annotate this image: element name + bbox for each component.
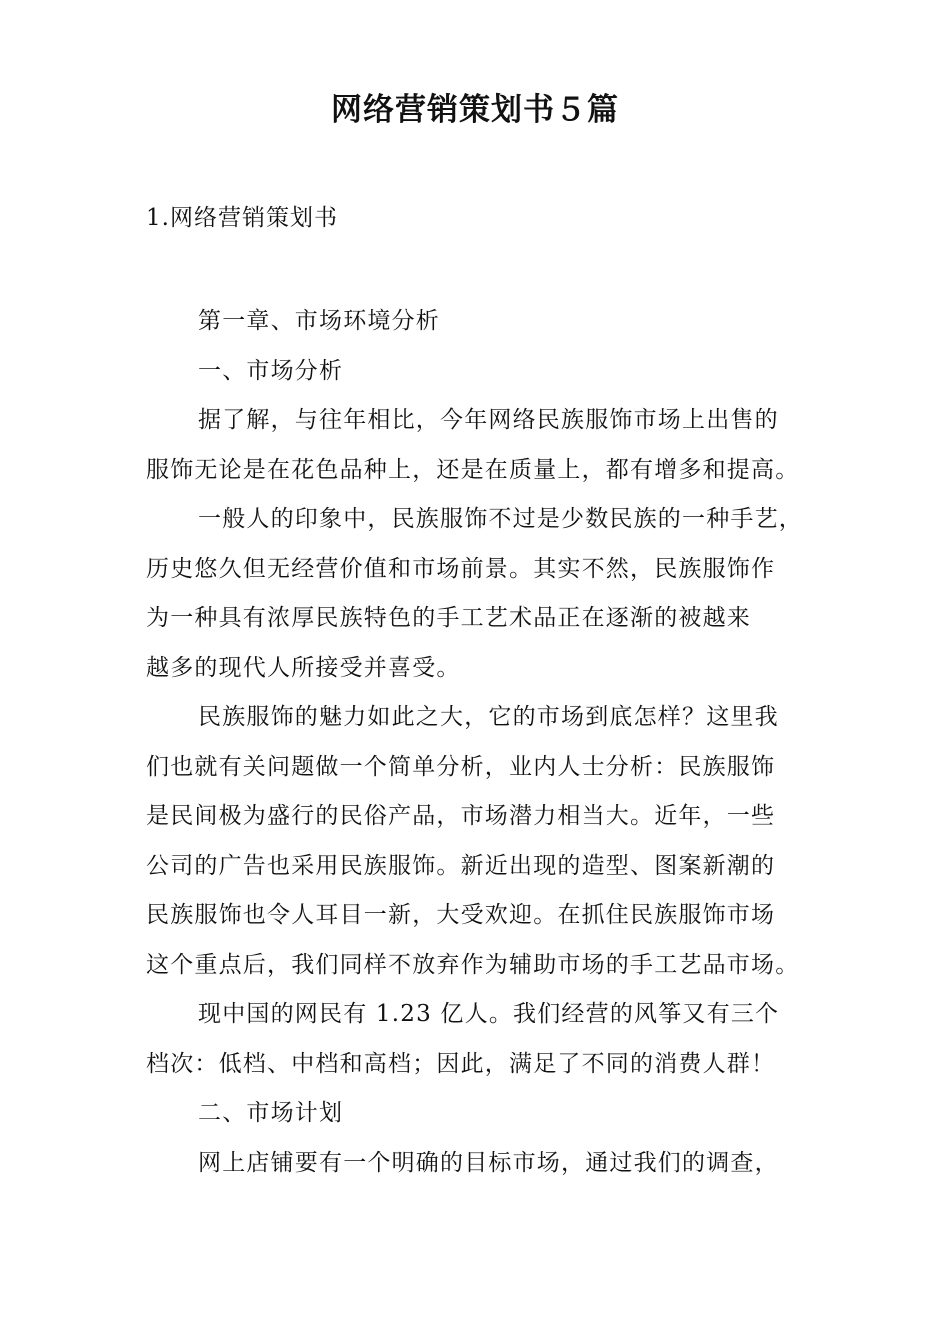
body-line: 第一章、市场环境分析 [198, 308, 440, 334]
document-title: 网络营销策划书５篇 [331, 92, 619, 128]
body-line: 档次：低档、中档和高档；因此，满足了不同的消费人群！ [146, 1050, 776, 1077]
body-line: 民族服饰的魅力如此之大，它的市场到底怎样？这里我 [198, 704, 779, 730]
body-line: 二、市场计划 [198, 1100, 344, 1126]
body-line: 历史悠久但无经营价值和市场前景。其实不然，民族服饰作 [146, 555, 776, 582]
body-line: 网上店铺要有一个明确的目标市场，通过我们的调查， [198, 1149, 779, 1176]
body-line: 这个重点后，我们同样不放弃作为辅助市场的手工艺品市场。 [146, 951, 800, 978]
body-line: 们也就有关问题做一个简单分析，业内人士分析：民族服饰 [146, 753, 776, 780]
body-line: 民族服饰也令人耳目一新，大受欢迎。在抓住民族服饰市场 [146, 902, 776, 928]
body-line: 为一种具有浓厚民族特色的手工艺术品正在逐渐的被越来 [146, 605, 751, 631]
body-line: 越多的现代人所接受并喜受。 [146, 654, 461, 681]
body-line: 现中国的网民有 1.23 亿人。我们经营的风筝又有三个 [198, 1001, 780, 1027]
body-line: 一、市场分析 [198, 357, 344, 384]
body-line: 服饰无论是在花色品种上，还是在质量上，都有增多和提高。 [146, 456, 800, 483]
body-line: 公司的广告也采用民族服饰。新近出现的造型、图案新潮的 [146, 852, 776, 879]
document-body [146, 297, 814, 1188]
body-line: 一般人的印象中，民族服饰不过是少数民族的一种手艺， [198, 506, 803, 532]
body-line: 据了解，与往年相比，今年网络民族服饰市场上出售的 [198, 407, 779, 433]
body-line: 是民间极为盛行的民俗产品，市场潜力相当大。近年，一些 [146, 803, 776, 829]
section-heading: 1.网络营销策划书 [146, 205, 338, 231]
